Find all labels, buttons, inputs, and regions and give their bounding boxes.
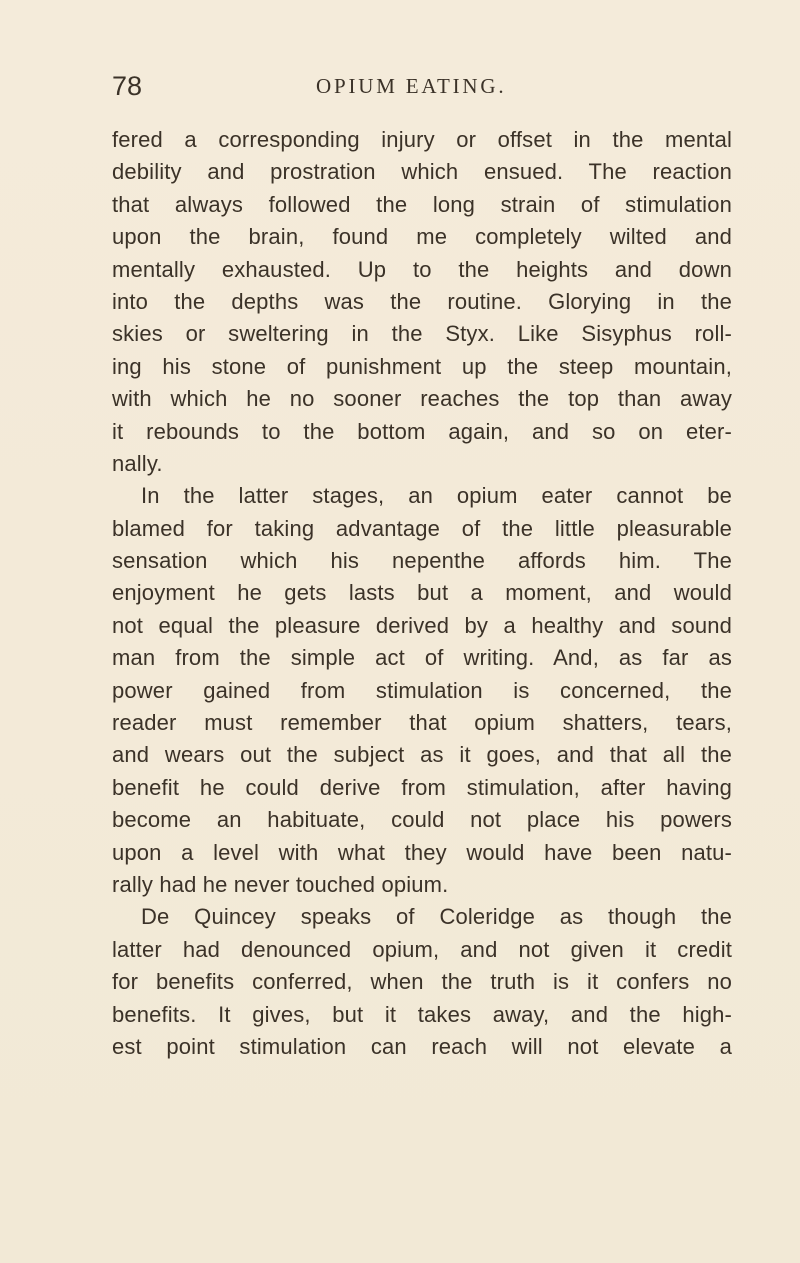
text-line: latter had denounced opium, and not given it credit [112,936,732,962]
text-line: ing his stone of punishment up the steep mountain, [112,353,732,379]
text-line: into the depths was the routine. Glorying in the [112,288,732,314]
text-line: that always followed the long strain of stimulation [112,191,732,217]
text-line: it rebounds to the bottom again, and so on eter- [112,418,732,444]
text-line: reader must remember that opium shatters, tears, [112,710,732,736]
body-text [112,124,732,1063]
text-line: est point stimulation can reach will not elevate a [112,1033,732,1059]
page-header [112,66,712,106]
text-line: debility and prostration which ensued. The reaction [112,159,732,185]
text-line: enjoyment he gets lasts but a moment, and would [112,580,732,606]
text-line: rally had he never touched opium. [112,871,449,897]
text-line: benefits. It gives, but it takes away, and the high- [112,1001,732,1027]
text-line: for benefits conferred, when the truth is it confers no [112,969,732,995]
text-line: skies or sweltering in the Styx. Like Sisyphus roll- [112,321,732,347]
text-line: De Quincey speaks of Coleridge as though the [141,904,732,930]
text-line: upon a level with what they would have been natu- [112,839,732,865]
text-line: In the latter stages, an opium eater cannot be [141,483,732,509]
page-number: 78 [112,71,143,101]
text-line: fered a corresponding injury or offset in the mental [112,127,732,152]
text-line: with which he no sooner reaches the top than away [112,386,732,412]
running-title: OPIUM EATING. [316,74,507,98]
text-line: power gained from stimulation is concerned, the [112,677,732,703]
text-line: blamed for taking advantage of the little pleasurable [112,515,732,541]
text-line: upon the brain, found me completely wilted and [112,224,732,250]
text-line: become an habituate, could not place his powers [112,807,732,833]
text-line: nally. [112,450,163,476]
text-line: not equal the pleasure derived by a healthy and sound [112,612,732,638]
text-line: mentally exhausted. Up to the heights and down [112,256,732,282]
text-line: man from the simple act of writing. And, as far as [112,645,732,671]
text-line: sensation which his nepenthe affords him. The [112,548,732,574]
text-line: and wears out the subject as it goes, and that all the [112,742,732,768]
text-line: benefit he could derive from stimulation, after having [112,774,732,800]
